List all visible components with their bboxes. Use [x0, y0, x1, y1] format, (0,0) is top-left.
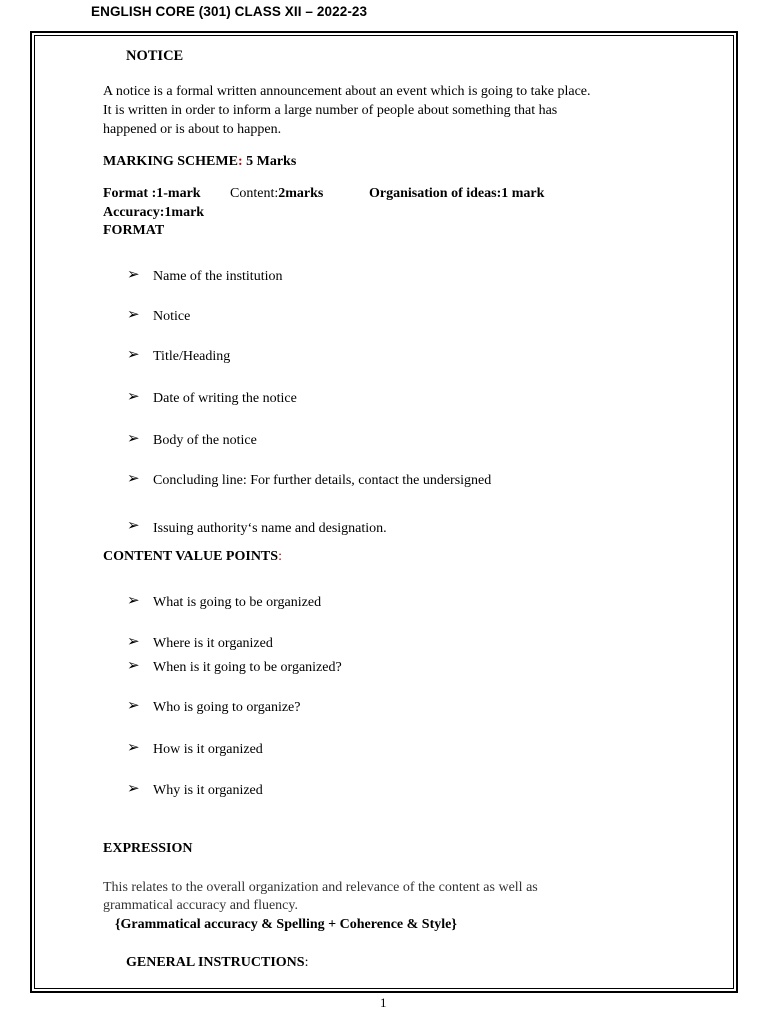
marking-scheme-colon: :	[237, 154, 243, 169]
format-heading: FORMAT	[103, 223, 165, 238]
expression-formula: {Grammatical accuracy & Spelling + Coherence & Style}	[115, 917, 457, 932]
format-item: Name of the institution	[153, 269, 283, 284]
notice-heading: NOTICE	[126, 48, 184, 64]
content-item: How is it organized	[153, 742, 263, 757]
general-instructions-label: GENERAL INSTRUCTIONS	[126, 955, 305, 970]
arrow-bullet-icon: ➢	[127, 347, 140, 363]
content-item: What is going to be organized	[153, 595, 322, 610]
content-item: Who is going to organize?	[153, 700, 301, 715]
content-value-colon: :	[278, 549, 282, 564]
document-header: ENGLISH CORE (301) CLASS XII – 2022-23	[91, 4, 368, 19]
content-mark-value: 2marks	[278, 186, 324, 201]
content-mark-prefix: Content:	[230, 186, 279, 201]
content-item: When is it going to be organized?	[153, 660, 342, 675]
expression-para-line-2: grammatical accuracy and fluency.	[103, 898, 298, 913]
arrow-bullet-icon: ➢	[127, 593, 140, 609]
arrow-bullet-icon: ➢	[127, 471, 140, 487]
content-value-heading	[103, 547, 282, 566]
arrow-bullet-icon: ➢	[127, 634, 140, 650]
arrow-bullet-icon: ➢	[127, 389, 140, 405]
notice-para-line-1: A notice is a formal written announcement about an event which is going to take place.	[103, 84, 591, 99]
marking-scheme-label: MARKING SCHEME	[103, 154, 238, 169]
notice-para-line-3: happened or is about to happen.	[103, 122, 282, 137]
marking-scheme-line	[103, 152, 296, 171]
general-instructions-heading	[126, 953, 308, 972]
expression-heading: EXPRESSION	[103, 841, 193, 856]
format-item: Date of writing the notice	[153, 391, 297, 406]
marking-scheme-marks: 5 Marks	[246, 154, 297, 169]
format-item: Body of the notice	[153, 433, 257, 448]
organisation-mark: Organisation of ideas:1 mark	[369, 186, 545, 201]
general-instructions-colon: :	[304, 955, 309, 970]
page-number: 1	[380, 995, 387, 1010]
content-item: Where is it organized	[153, 636, 273, 651]
arrow-bullet-icon: ➢	[127, 431, 140, 447]
content-mark	[230, 184, 323, 203]
format-item: Concluding line: For further details, contact the undersigned	[153, 473, 492, 488]
format-item: Issuing authority‘s name and designation.	[153, 521, 387, 536]
accuracy-mark: Accuracy:1mark	[103, 205, 205, 220]
arrow-bullet-icon: ➢	[127, 658, 140, 674]
format-item: Notice	[153, 309, 191, 324]
notice-para-line-2: It is written in order to inform a large number of people about something that has	[103, 103, 558, 118]
format-item: Title/Heading	[153, 349, 231, 364]
arrow-bullet-icon: ➢	[127, 518, 140, 534]
arrow-bullet-icon: ➢	[127, 781, 140, 797]
content-value-label: CONTENT VALUE POINTS	[103, 549, 279, 564]
arrow-bullet-icon: ➢	[127, 307, 140, 323]
content-item: Why is it organized	[153, 783, 263, 798]
arrow-bullet-icon: ➢	[127, 267, 140, 283]
format-mark: Format :1-mark	[103, 186, 201, 201]
expression-para-line-1: This relates to the overall organization and relevance of the content as well as	[103, 880, 538, 895]
arrow-bullet-icon: ➢	[127, 698, 140, 714]
arrow-bullet-icon: ➢	[127, 740, 140, 756]
